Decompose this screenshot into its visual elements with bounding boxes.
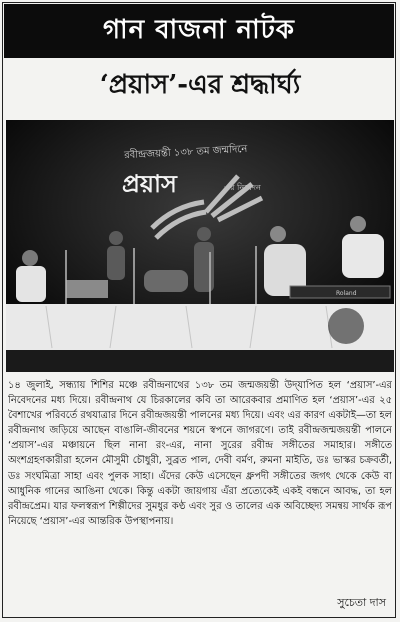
banner-top-line: রবীন্দ্রজয়ন্তী ১৩৮ তম জন্মদিনে bbox=[123, 143, 248, 162]
byline: সুচেতা দাস bbox=[337, 596, 386, 609]
headline-text: ‘প্রয়াস’-এর শ্রদ্ধার্ঘ্য bbox=[99, 70, 301, 100]
headline bbox=[0, 64, 400, 108]
banner-suffix: এর নিবেদন bbox=[224, 183, 261, 192]
event-photo bbox=[6, 120, 394, 372]
harmonium bbox=[66, 280, 108, 298]
section-header-text: গান বাজনা নাটক bbox=[103, 15, 295, 45]
section-header bbox=[4, 4, 394, 58]
article-body: ১৪ জুলাই, সন্ধ্যায় শিশির মঞ্চে রবীন্দ্রনাথের ১৩৮ তম জন্মজয়ন্তী উদ্‌যাপিত হল ‘প্রয়াস’-এর নিবেদনের মধ্য দিয়ে। রবীন্দ্রনাথ যে চিরকালের কবি তা আরেকবার প্রমাণিত হল ‘প্রয়াস’-এর ২৫ বৈশাখের পরিবর্তে রথযাত্রার দিনে রবীন্দ্রজয়ন্তী পালনের মধ্য দিয়ে। এবং এর কারণ একটাই—তা হল রবীন্দ্রনাথ জড়িয়ে আছেন বাঙালি-জীবনের শয়নে স্বপনে জাগরণে। তাই রবীন্দ্রজন্মজয়ন্তী পালনে ‘প্রয়াস’-এর মঞ্চায়নে ছিল নানা রং-এর, নানা সুরের রবীন্দ্র সঙ্গীতের সমাহার। সঙ্গীতে অংশগ্রহণকারীরা হলেন মৌসুমী চৌধুরী, সুব্রত পাল, দেবী বর্মণ, রুমনা মাইতি, ডঃ ভাস্কর চক্রবর্তী, ডঃ সংঘমিত্রা সাহা এবং পুলক সাহা। এঁদের কেউ এসেছেন ধ্রুপদী সঙ্গীতের জগৎ থেকে কেউ বা আধুনিক গানের আঙিনা থেকে। কিন্তু একটা জায়গায় এঁরা প্রত্যেকেই একই বন্ধনে আবদ্ধ, তা হল রবীন্দ্রপ্রেম। যার ফলস্বরূপ শিল্পীদের সুমধুর কণ্ঠ এবং সুর ও তালের এক অবিচ্ছেদ্য সমন্বয় সার্থক রূপ নিয়েছে ‘প্রয়াস’-এর আন্তরিক উপস্থাপনায়। bbox=[8, 380, 392, 527]
keyboard-brand: Roland bbox=[336, 290, 357, 297]
stage-photo-illustration bbox=[6, 120, 394, 372]
stage-light bbox=[328, 308, 364, 344]
stage-floor bbox=[6, 350, 394, 372]
tabla bbox=[144, 270, 188, 292]
banner-main: প্রয়াস bbox=[122, 170, 177, 198]
